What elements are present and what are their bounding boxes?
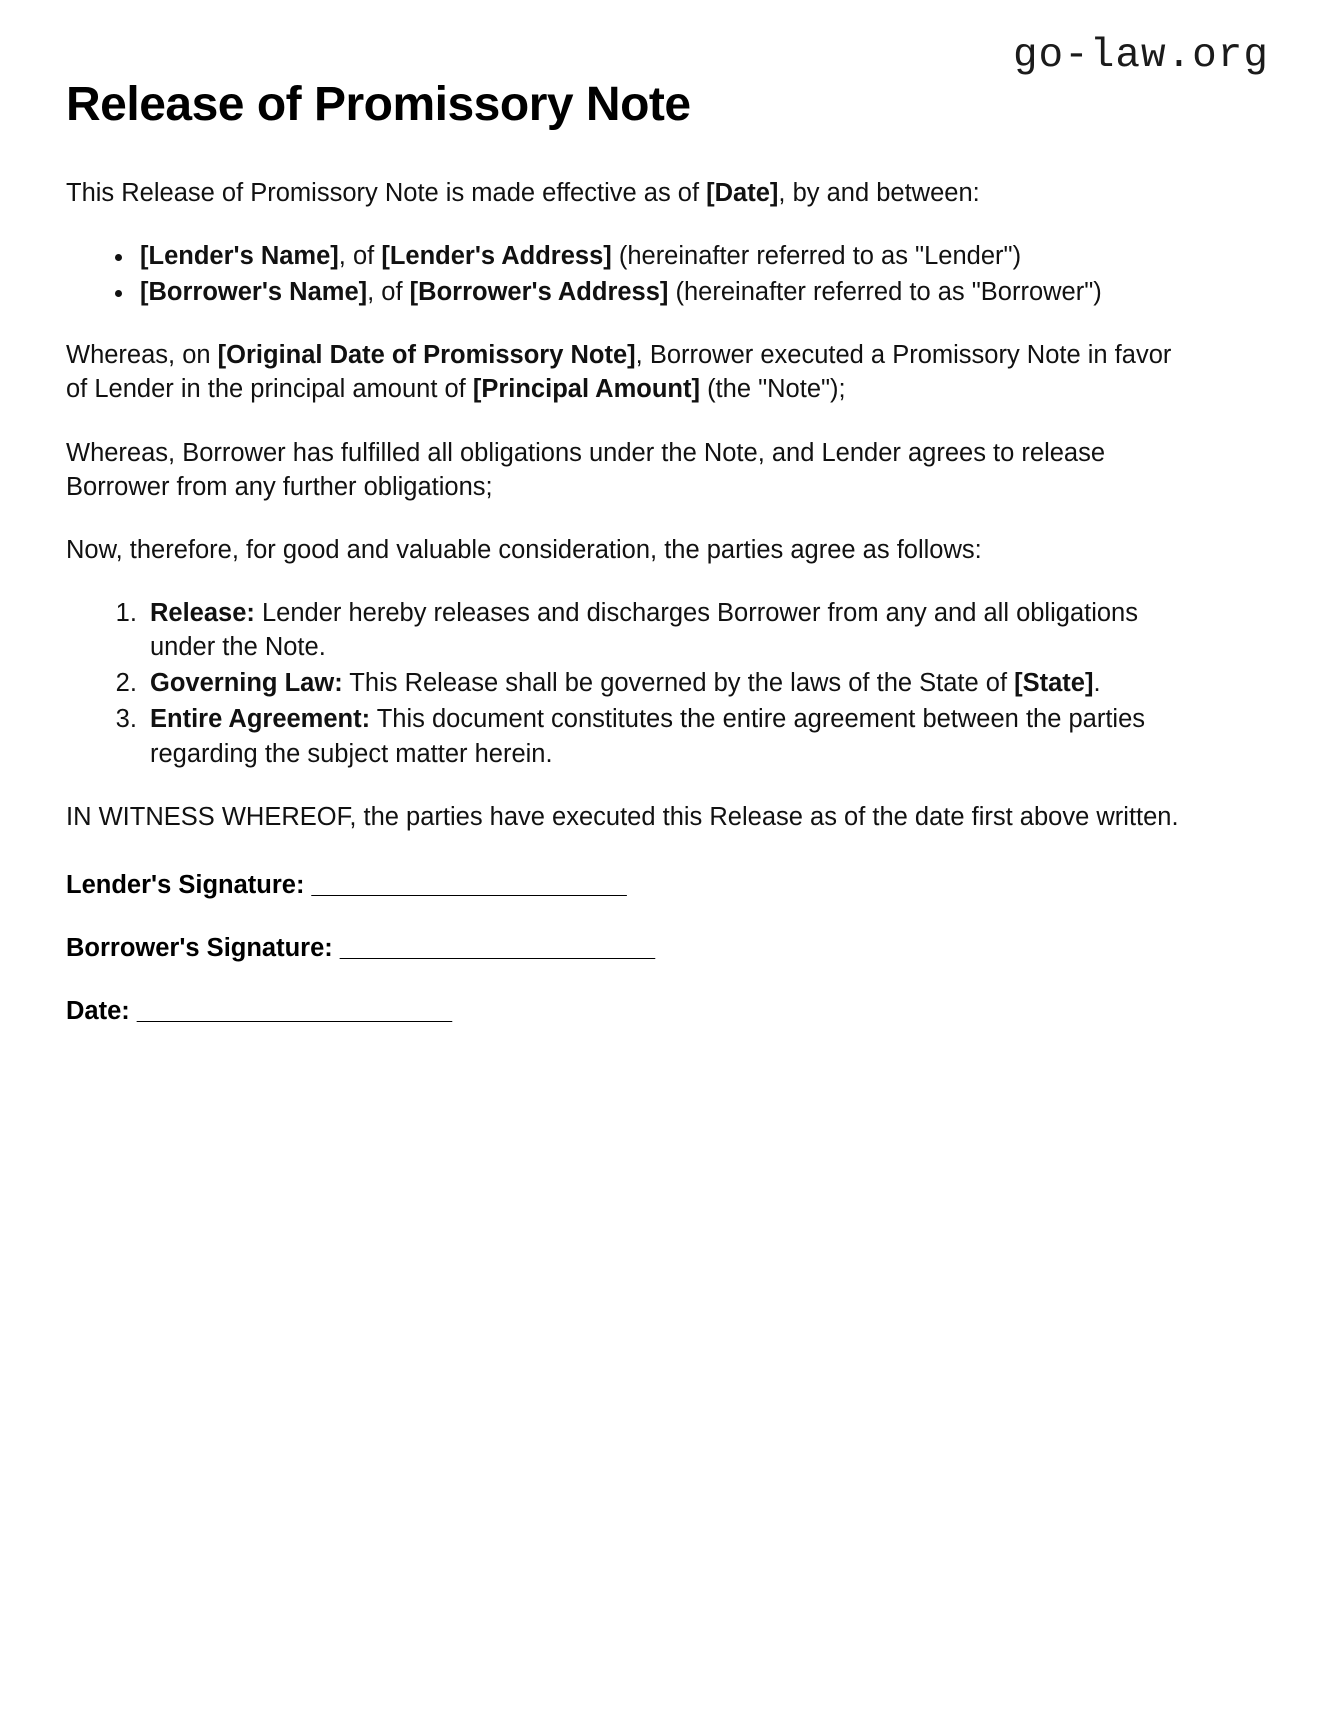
placeholder-borrower-address: [Borrower's Address] — [409, 278, 669, 307]
term-body-governing-law: This Release shall be governed by the laws of the State of — [342, 669, 1015, 698]
intro-paragraph — [66, 176, 1186, 210]
date-blank[interactable]: _______________________ — [136, 997, 452, 1026]
term-body-entire-agreement: This document constitutes the entire agreement between the parties regarding the subject matter herein. — [150, 705, 1146, 768]
list-item — [136, 275, 1186, 309]
terms-list — [66, 596, 1186, 771]
parties-list — [66, 239, 1186, 309]
lender-signature-line — [66, 868, 1186, 902]
placeholder-principal-amount: [Principal Amount] — [472, 375, 700, 404]
witness-paragraph: IN WITNESS WHEREOF, the parties have executed this Release as of the date first above written. — [66, 802, 1179, 831]
intro-text-before: This Release of Promissory Note is made effective as of — [66, 178, 707, 207]
term-heading-release: Release: — [150, 599, 255, 627]
recital-one-paragraph — [66, 338, 1186, 406]
recital-one-middle: , Borrower executed a Promissory Note in favor of Lender in the principal amount of — [66, 341, 1172, 404]
list-item — [136, 239, 1186, 273]
list-item — [144, 666, 1186, 700]
recital-one-after: (the "Note"); — [699, 375, 846, 404]
party-connector: , of — [367, 278, 410, 307]
signature-block — [66, 868, 1186, 1028]
placeholder-lender-address: [Lender's Address] — [381, 241, 612, 270]
placeholder-borrower-name: [Borrower's Name] — [140, 278, 368, 307]
placeholder-state: [State] — [1014, 669, 1094, 698]
list-item — [144, 702, 1186, 770]
party-connector: , of — [338, 241, 382, 270]
party-suffix: (hereinafter referred to as "Borrower") — [668, 278, 1102, 307]
term-body-release: Lender hereby releases and discharges Borrower from any and all obligations under the Note. — [150, 599, 1138, 662]
recital-two-paragraph: Whereas, Borrower has fulfilled all obligations under the Note, and Lender agrees to release Borrower from any further obligations; — [66, 438, 1106, 501]
site-watermark: go-law.org — [1012, 33, 1269, 79]
placeholder-original-date: [Original Date of Promissory Note] — [217, 341, 636, 370]
recital-one-before: Whereas, on — [66, 341, 218, 370]
page-title: Release of Promissory Note — [66, 78, 691, 131]
term-heading-entire-agreement: Entire Agreement: — [150, 705, 371, 734]
lender-signature-blank[interactable]: _______________________ — [311, 870, 627, 899]
borrower-signature-blank[interactable]: _______________________ — [339, 934, 655, 963]
borrower-signature-label: Borrower's Signature: — [66, 934, 340, 963]
document-content — [66, 78, 1186, 1057]
term-trailing-governing-law: . — [1093, 669, 1101, 698]
term-heading-governing-law: Governing Law: — [150, 669, 343, 698]
intro-text-after: , by and between: — [778, 178, 980, 207]
party-suffix: (hereinafter referred to as "Lender") — [611, 241, 1022, 270]
borrower-signature-line — [66, 931, 1186, 965]
date-label: Date: — [66, 997, 137, 1026]
lender-signature-label: Lender's Signature: — [66, 870, 312, 899]
placeholder-date: [Date] — [706, 178, 779, 207]
placeholder-lender-name: [Lender's Name] — [140, 241, 339, 270]
list-item — [144, 596, 1186, 664]
date-signature-line — [66, 994, 1186, 1028]
agreement-lead-paragraph: Now, therefore, for good and valuable consideration, the parties agree as follows: — [66, 535, 982, 564]
